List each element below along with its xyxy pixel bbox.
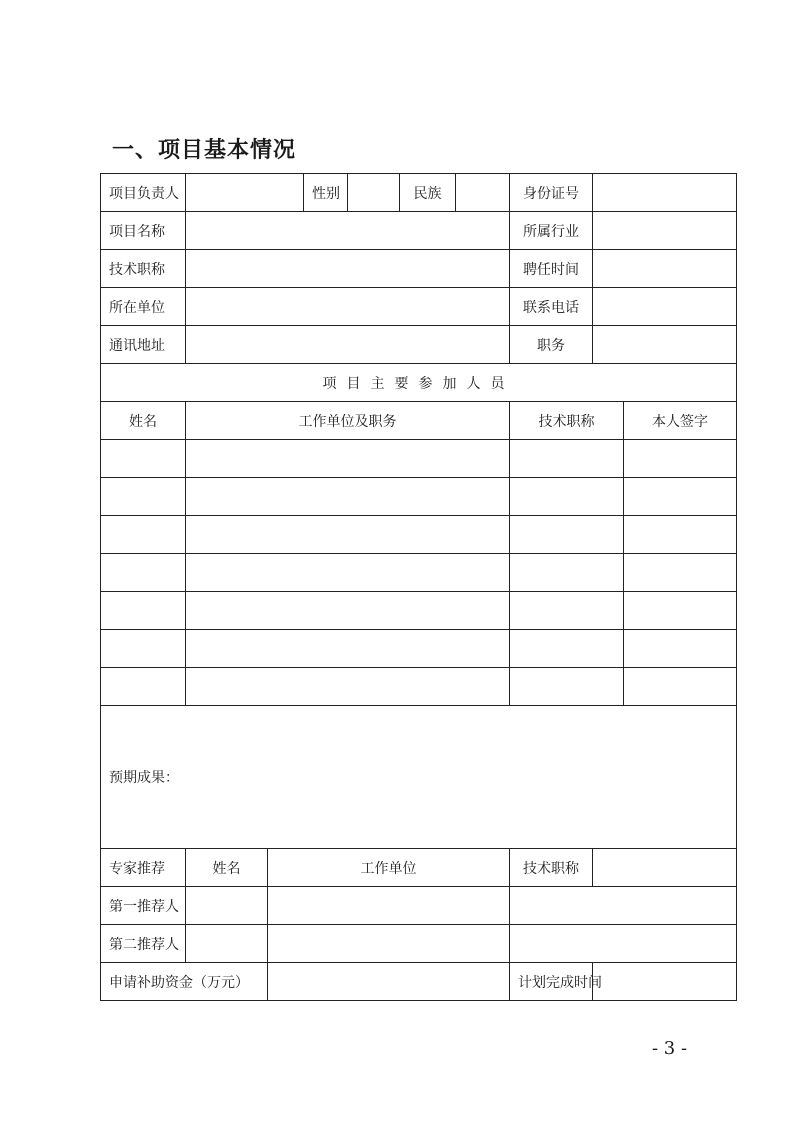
tech-title-label: 技术职称 bbox=[101, 250, 186, 288]
expert-header-title: 技术职称 bbox=[510, 849, 593, 887]
member-name-cell[interactable] bbox=[101, 478, 186, 516]
phone-label: 联系电话 bbox=[510, 288, 593, 326]
member-signature-cell[interactable] bbox=[624, 554, 737, 592]
position-label: 职务 bbox=[510, 326, 593, 364]
member-name-cell[interactable] bbox=[101, 630, 186, 668]
expert-header-name: 姓名 bbox=[186, 849, 268, 887]
expert-row bbox=[101, 887, 737, 925]
project-info-form bbox=[100, 173, 737, 1001]
member-unit-cell[interactable] bbox=[186, 478, 510, 516]
member-title-cell[interactable] bbox=[510, 554, 624, 592]
appointment-date-field[interactable] bbox=[593, 250, 737, 288]
ethnicity-field[interactable] bbox=[456, 174, 510, 212]
ethnicity-label: 民族 bbox=[400, 174, 456, 212]
member-title-cell[interactable] bbox=[510, 630, 624, 668]
second-recommender-label: 第二推荐人 bbox=[101, 925, 186, 963]
member-signature-cell[interactable] bbox=[624, 516, 737, 554]
unit-field[interactable] bbox=[186, 288, 510, 326]
member-row bbox=[101, 440, 737, 478]
project-name-label: 项目名称 bbox=[101, 212, 186, 250]
member-signature-cell[interactable] bbox=[624, 592, 737, 630]
industry-label: 所属行业 bbox=[510, 212, 593, 250]
expert-title-cell[interactable] bbox=[510, 887, 737, 925]
member-unit-cell[interactable] bbox=[186, 630, 510, 668]
funding-label: 申请补助资金（万元） bbox=[101, 963, 268, 1001]
leader-label: 项目负责人 bbox=[101, 174, 186, 212]
member-unit-cell[interactable] bbox=[186, 668, 510, 706]
member-title-cell[interactable] bbox=[510, 516, 624, 554]
gender-label: 性别 bbox=[304, 174, 348, 212]
address-label: 通讯地址 bbox=[101, 326, 186, 364]
position-field[interactable] bbox=[593, 326, 737, 364]
member-unit-cell[interactable] bbox=[186, 554, 510, 592]
page-number: - 3 - bbox=[652, 1038, 688, 1059]
expert-header-blank bbox=[593, 849, 737, 887]
appointment-date-label: 聘任时间 bbox=[510, 250, 593, 288]
expert-row bbox=[101, 925, 737, 963]
member-name-cell[interactable] bbox=[101, 516, 186, 554]
industry-field[interactable] bbox=[593, 212, 737, 250]
member-unit-cell[interactable] bbox=[186, 516, 510, 554]
member-row bbox=[101, 668, 737, 706]
member-title-cell[interactable] bbox=[510, 478, 624, 516]
tech-title-field[interactable] bbox=[186, 250, 510, 288]
member-row bbox=[101, 554, 737, 592]
member-signature-cell[interactable] bbox=[624, 668, 737, 706]
member-unit-cell[interactable] bbox=[186, 592, 510, 630]
gender-field[interactable] bbox=[348, 174, 400, 212]
address-field[interactable] bbox=[186, 326, 510, 364]
unit-label: 所在单位 bbox=[101, 288, 186, 326]
member-title-cell[interactable] bbox=[510, 668, 624, 706]
member-row bbox=[101, 478, 737, 516]
member-name-cell[interactable] bbox=[101, 440, 186, 478]
member-row bbox=[101, 592, 737, 630]
member-row bbox=[101, 630, 737, 668]
member-header-name: 姓名 bbox=[101, 402, 186, 440]
page-title: 一、项目基本情况 bbox=[112, 138, 297, 163]
member-signature-cell[interactable] bbox=[624, 478, 737, 516]
expected-outcome-label: 预期成果： bbox=[109, 770, 179, 786]
member-name-cell[interactable] bbox=[101, 668, 186, 706]
member-signature-cell[interactable] bbox=[624, 440, 737, 478]
completion-time-field[interactable] bbox=[593, 963, 737, 1001]
leader-field[interactable] bbox=[186, 174, 304, 212]
member-row bbox=[101, 516, 737, 554]
project-name-field[interactable] bbox=[186, 212, 510, 250]
expert-unit-cell[interactable] bbox=[268, 887, 510, 925]
expert-name-cell[interactable] bbox=[186, 925, 268, 963]
funding-field[interactable] bbox=[268, 963, 510, 1001]
first-recommender-label: 第一推荐人 bbox=[101, 887, 186, 925]
member-title-cell[interactable] bbox=[510, 592, 624, 630]
expert-name-cell[interactable] bbox=[186, 887, 268, 925]
member-unit-cell[interactable] bbox=[186, 440, 510, 478]
expected-outcome-field[interactable] bbox=[101, 706, 737, 849]
member-title-cell[interactable] bbox=[510, 440, 624, 478]
completion-time-label: 计划完成时间 bbox=[510, 963, 593, 1001]
member-name-cell[interactable] bbox=[101, 592, 186, 630]
member-signature-cell[interactable] bbox=[624, 630, 737, 668]
expert-header-recommend: 专家推荐 bbox=[101, 849, 186, 887]
member-header-signature: 本人签字 bbox=[624, 402, 737, 440]
member-name-cell[interactable] bbox=[101, 554, 186, 592]
id-number-label: 身份证号 bbox=[510, 174, 593, 212]
expert-unit-cell[interactable] bbox=[268, 925, 510, 963]
member-header-unit: 工作单位及职务 bbox=[186, 402, 510, 440]
member-header-title: 技术职称 bbox=[510, 402, 624, 440]
expert-header-unit: 工作单位 bbox=[268, 849, 510, 887]
expert-title-cell[interactable] bbox=[510, 925, 737, 963]
id-number-field[interactable] bbox=[593, 174, 737, 212]
phone-field[interactable] bbox=[593, 288, 737, 326]
members-section-title: 项目主要参加人员 bbox=[101, 364, 737, 402]
